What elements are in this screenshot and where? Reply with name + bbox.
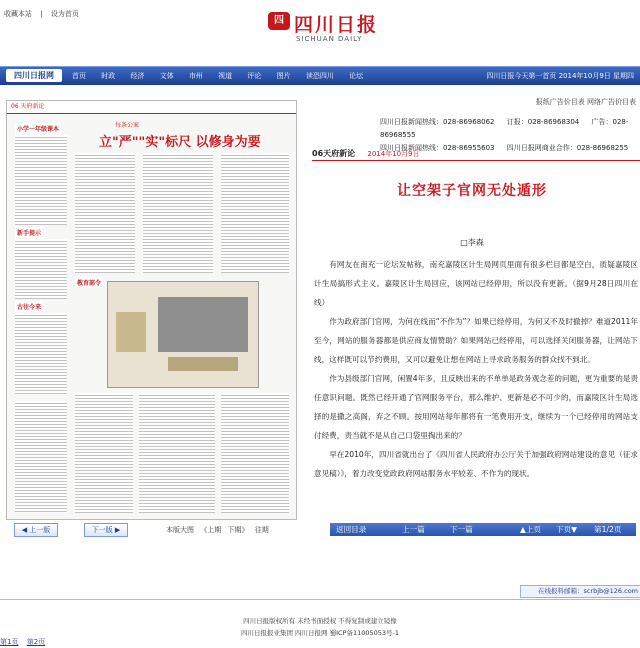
paper-column xyxy=(75,393,133,513)
paper-column xyxy=(75,153,135,273)
footer-icp: 四川日报报业集团 四川日报网 蜀ICP备11005053号-1 xyxy=(240,629,400,637)
page-links xyxy=(0,637,51,647)
paper-column xyxy=(15,313,67,395)
top-links xyxy=(4,9,79,19)
logo-title: 四川日报 xyxy=(294,14,379,36)
paper-column xyxy=(15,401,67,513)
article-nav-bar xyxy=(330,523,636,536)
nav-item[interactable]: 文体 xyxy=(159,72,174,80)
page-link-1[interactable]: 第1页 xyxy=(0,638,19,646)
paper-column xyxy=(143,153,213,273)
logo-subtitle: SICHUAN DAILY xyxy=(296,35,363,43)
article-paragraph: 有网友在南充一论坛发帖称，南充嘉陵区计生局网页里面有很多栏目都是空白，质疑嘉陵区计生局搞形式主义。嘉陵区计生局回应，该网站已经停用，所以没有更新。（据9月28日四川在线） xyxy=(314,260,638,307)
past-issues-link[interactable]: 往期 xyxy=(254,526,269,534)
paper-column xyxy=(221,393,289,513)
nav-item[interactable]: 经济 xyxy=(130,72,145,80)
next-article-link[interactable]: 下一篇 xyxy=(450,525,473,534)
illustration-ground xyxy=(168,357,238,371)
article-body xyxy=(314,255,638,513)
section-name: 06天府新论 xyxy=(312,149,356,158)
footer-copyright: 四川日报版权所有 未经书面授权 不得复制或建立镜像 xyxy=(243,617,397,625)
page-counter: 第1/2页 xyxy=(594,525,622,534)
paper-column xyxy=(221,153,289,273)
paper-column xyxy=(15,239,67,299)
article-paragraph: 作为县级部门官网，闲置4年多，且反映出来的不单单是政务观念差的问题，更为重要的是责任意识问题。既然已经开通了官网服务平台，那么维护、更新是必不可少的，而嘉陵区计生局选择的是撒之高阁，弃之不顾。按用网站每年都将有一笔费用开支，继续为一个已经停用的网站支付经费，责当就不是从自己口袋里掏出来的？ xyxy=(314,374,638,440)
hotline-business: 四川日报网商业合作：028-86968255 xyxy=(506,144,629,152)
hotline-ads: 广告：028-86968555 xyxy=(380,118,629,139)
set-homepage-link[interactable]: 设为首页 xyxy=(50,10,79,18)
page-link-2[interactable]: 第2页 xyxy=(26,638,46,646)
nav-item[interactable]: 首页 xyxy=(72,72,86,80)
nav-brand[interactable]: 四川日报网 xyxy=(6,69,62,82)
nav-item[interactable]: 图片 xyxy=(276,72,291,80)
large-image-link[interactable]: 本版大图 xyxy=(166,526,194,534)
article-paragraph: 作为政府部门官网，为何在线而“不作为”？如果已经停用，为何又不及时撤掉？难道2011年至今，网站的服务器都是供应商友情赞助？如果网站已经停用，可以选择关闭服务器，让网站下线，这样既可以节约费用，又可以避免让想在网站上寻求政务服务的群众找不到北。 xyxy=(314,317,638,364)
paper-kicker: 每条公案 xyxy=(115,122,140,129)
next-page-button[interactable]: 下一版 ▶ xyxy=(84,523,128,537)
hotline-subscribe: 订报：028-86968304 xyxy=(506,118,580,126)
logo[interactable] xyxy=(268,10,408,50)
article-author: □李森 xyxy=(460,238,484,247)
newspaper-page-thumbnail[interactable] xyxy=(6,100,297,520)
paper-tag: 小学一年级课本 xyxy=(15,123,61,134)
nav-item[interactable]: 读恐四川 xyxy=(305,72,334,80)
paper-tag: 古往今来 xyxy=(15,301,43,312)
article-paragraph: 早在2010年，四川省就出台了《四川省人民政府办公厅关于加强政府网站建设的意见（征求意见稿）》，着力改变党政政府网站服务水平较差、不作为的现状。 xyxy=(314,450,638,478)
prev-article-link[interactable]: 上一篇 xyxy=(402,525,425,534)
nav-item[interactable]: 论坛 xyxy=(349,72,364,80)
next-page-link[interactable]: 下页▼ xyxy=(556,525,578,534)
back-to-index-link[interactable]: 返回目录 xyxy=(336,525,367,534)
footer xyxy=(0,615,640,639)
paper-tag: 教育部令 xyxy=(75,277,103,288)
next-issue-link[interactable]: 下期》 xyxy=(227,526,249,534)
prev-issue-link[interactable]: 《上期 xyxy=(200,526,222,534)
hotline-news-2: 四川日报新闻热线：028-86955603 xyxy=(380,144,495,152)
paper-illustration xyxy=(107,281,259,388)
logo-emblem-icon: 四 xyxy=(268,12,290,30)
illustration-building xyxy=(158,297,248,352)
hotline-news: 四川日报新闻热线：028-86968062 xyxy=(380,118,495,126)
main-nav xyxy=(0,66,640,85)
nav-date: 四川日报今天第一首页 2014年10月9日 星期四 xyxy=(486,72,634,80)
nav-item[interactable]: 视道 xyxy=(218,72,233,80)
article-title: 让空架子官网无处遁形 xyxy=(397,183,547,199)
paper-tag: 新手提示 xyxy=(15,227,43,238)
paper-column xyxy=(15,135,67,225)
prev-page-button[interactable]: ◀ 上一版 xyxy=(14,523,58,537)
separator: | xyxy=(40,10,43,18)
paper-header: 06 天府新论 xyxy=(7,101,296,114)
illustration-figure xyxy=(116,312,146,352)
report-email[interactable]: 在线报料邮箱：scrbjb@126.com xyxy=(520,585,640,598)
page-info xyxy=(166,525,273,535)
nav-item[interactable]: 市州 xyxy=(188,72,203,80)
bookmark-link[interactable]: 收藏本站 xyxy=(4,10,32,18)
nav-item[interactable]: 时政 xyxy=(101,72,116,80)
paper-column xyxy=(139,393,215,513)
footer-divider xyxy=(0,599,640,600)
prev-page-link[interactable]: ▲上页 xyxy=(520,525,542,534)
section-date: 2014年10月9日 xyxy=(367,150,420,158)
section-bar xyxy=(312,148,640,161)
nav-item[interactable]: 评论 xyxy=(247,72,262,80)
ad-price-links[interactable]: 报纸广告价目表 网络广告价目表 xyxy=(535,98,636,106)
paper-headline: 立"严""实"标尺 以修身为要 xyxy=(99,135,261,150)
